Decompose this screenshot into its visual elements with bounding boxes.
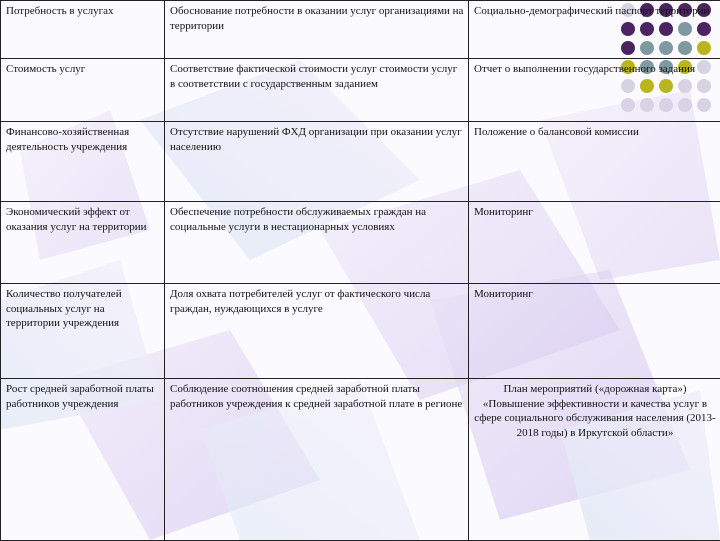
rationale-cell: Соблюдение соотношения средней заработной платы работников учреждения к средней заработной плате в регионе: [165, 379, 469, 541]
source-cell: Мониторинг: [469, 202, 720, 284]
table-row: [1, 1, 720, 59]
need-cell: Количество получателей социальных услуг на территории учреждения: [1, 284, 165, 379]
need-cell: Рост средней заработной платы работников учреждения: [1, 379, 165, 541]
need-cell: Финансово-хозяйственная деятельность учреждения: [1, 122, 165, 202]
rationale-cell: Соответствие фактической стоимости услуг стоимости услуг в соответствии с государственным заданием: [165, 59, 469, 122]
rationale-cell: Отсутствие нарушений ФХД организации при оказании услуг населению: [165, 122, 469, 202]
need-cell: Потребность в услугах: [1, 1, 165, 59]
need-cell: Экономический эффект от оказания услуг на территории: [1, 202, 165, 284]
need-cell: Стоимость услуг: [1, 59, 165, 122]
table-row: [1, 202, 720, 284]
table-row: [1, 379, 720, 541]
table-row: [1, 59, 720, 122]
source-cell: Мониторинг: [469, 284, 720, 379]
rationale-cell: Доля охвата потребителей услуг от фактического числа граждан, нуждающихся в услуге: [165, 284, 469, 379]
source-cell: План мероприятий («дорожная карта») «Повышение эффективности и качества услуг в сфере социального обслуживания населения (2013-2018 годы) в Иркутской области»: [469, 379, 720, 541]
table-row: [1, 284, 720, 379]
table-row: [1, 122, 720, 202]
source-cell: Социально-демографический паспорт территории: [469, 1, 720, 59]
source-cell: Положение о балансовой комиссии: [469, 122, 720, 202]
rationale-cell: Обеспечение потребности обслуживаемых граждан на социальные услуги в нестационарных условиях: [165, 202, 469, 284]
source-cell: Отчет о выполнении государственного задания: [469, 59, 720, 122]
rationale-cell: Обоснование потребности в оказании услуг организациями на территории: [165, 1, 469, 59]
